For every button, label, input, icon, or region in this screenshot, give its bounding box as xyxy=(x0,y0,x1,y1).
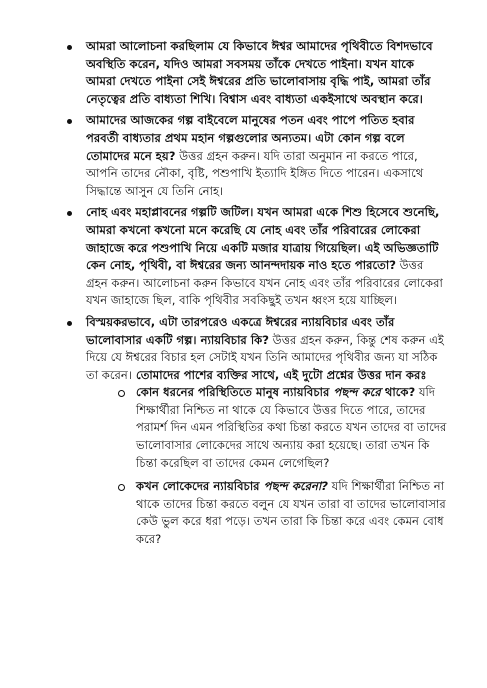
bullet-2-question: আমাদের আজকের গল্প বাইবেলে মানুষের পতন এবং পাপে পতিত হবার পরবর্তী বাধ্যতার প্রথম মহান গল্পগুলোর অন্যতম। এটা কোন গল্প বলে তোমাদের মনে হয়? xyxy=(86,113,415,163)
bullet-3-instruction: উত্তর গ্রহন করুন। আলোচনা করুন কিভাবে যখন নোহ এবং তাঁর পরিবারের লোকেরা যখন জাহাজে ছিল, বাকি পৃথিবীর সবকিছুই তখন ধ্বংস হয়ে যাচ্ছিল। xyxy=(86,258,443,308)
sub-2-emphasis: পছন্দ করেনা? xyxy=(263,479,328,494)
sub-bullet-item-1 xyxy=(116,384,447,472)
bullet-item-3 xyxy=(56,204,447,310)
bullet-item-4 xyxy=(56,314,447,549)
hollow-bullet-icon xyxy=(118,390,125,397)
bullet-dot-icon xyxy=(67,45,72,50)
bullet-2-instruction: উত্তর গ্রহন করুন। যদি তারা অনুমান না করতে পারে, আপনি তাদের নৌকা, বৃষ্টি, পশুপাখি ইত্যাদি ইঙ্গিত দিতে পারেন। একসাথে সিদ্ধান্তে আসুন যে তিনি নোহ। xyxy=(86,148,424,198)
bullet-dot-icon xyxy=(67,119,72,124)
bullet-1-text: আমরা আলোচনা করছিলাম যে কিভাবে ঈশ্বর আমাদের পৃথিবীতে বিশদভাবে অবস্থিতি করেন, যদিও আমরা সবসময় তাঁকে দেখতে পাইনা। যখন যাকে আমরা দেখতে পাইনা সেই ঈশ্বরের প্রতি ভালোবাসায় বৃদ্ধি পাই, আমরা তাঁর নেতৃত্বের প্রতি বাধ্যতা শিখি। বিশ্বাস এবং বাধ্যতা একইসাথে অবস্থান করে। xyxy=(86,39,433,106)
sub-bullet-item-2 xyxy=(116,478,447,548)
bullet-4-prompt: তোমাদের পাশের ব্যক্তির সাথে, এই দুটো প্রশ্নের উত্তর দান করঃ xyxy=(131,367,427,382)
sub-2-question: কখন লোকেদের ন্যায়বিচার xyxy=(136,479,264,494)
sub-1-emphasis: পছন্দ করে xyxy=(333,385,381,400)
bullet-4-instruction: উত্তর গ্রহন করুন, কিন্তু শেষ করুন এই দিয়ে যে ঈশ্বরের বিচার হল সেটাই যখন তিনি আমাদের পৃথিবীর জন্য যা সঠিক তা করেন। xyxy=(86,332,444,382)
bullet-dot-icon xyxy=(67,211,72,216)
bullet-dot-icon xyxy=(67,321,72,326)
sub-2-instruction: যদি শিক্ষার্থীরা নিশ্চিত না থাকে তাদের চিন্তা করতে বলুন যে যখন তারা বা তাদের ভালোবাসার কেউ ভুল করে ধরা পড়ে। তখন তারা কি চিন্তা করে এবং কেমন বোধ করে? xyxy=(136,479,446,547)
bullet-4-question: বিস্ময়করভাবে, এটা তারপরেও একত্রে ঈশ্বরের ন্যায়বিচার এবং তাঁর ভালোবাসার একটি গল্প। ন্যায়বিচার কি? xyxy=(86,314,395,347)
bullet-3-question: নোহ এবং মহাপ্লাবনের গল্পটি জটিল। যখন আমরা একে শিশু হিসেবে শুনেছি, আমরা কখনো কখনো মনে করেছি যে নোহ এবং তাঁর পরিবারের লোকেরা জাহাজে করে পশুপাখি নিয়ে একটি মজার যাত্রায় গিয়েছিল। এই অভিজ্ঞতাটি কেন নোহ, পৃথিবী, বা ঈশ্বরের জন্য আনন্দদায়ক নাও হতে পারতো? xyxy=(86,205,440,273)
bullet-item-1 xyxy=(56,38,447,108)
sub-1-question: কোন ধরনের পরিস্থিতিতে মানুষ ন্যায়বিচার xyxy=(136,385,334,400)
sub-1-instruction: যদি শিক্ষার্থীরা নিশ্চিত না থাকে যে কিভাবে উত্তর দিতে পারে, তাদের পরামর্শ দিন এমন পরিস্থিতির কথা চিন্তা করতে যখন তাদের বা তাদের ভালোবাসার লোকেদের সাথে অন্যায় করা হয়েছে। তারা তখন কি চিন্তা করেছিল বা তাদের কেমন লেগেছিল? xyxy=(136,385,447,470)
sub-bullet-list xyxy=(86,384,447,548)
sub-1-question-tail: থাকে? xyxy=(380,385,416,400)
hollow-bullet-icon xyxy=(118,484,125,491)
bullet-list xyxy=(56,38,447,549)
bullet-item-2 xyxy=(56,112,447,200)
